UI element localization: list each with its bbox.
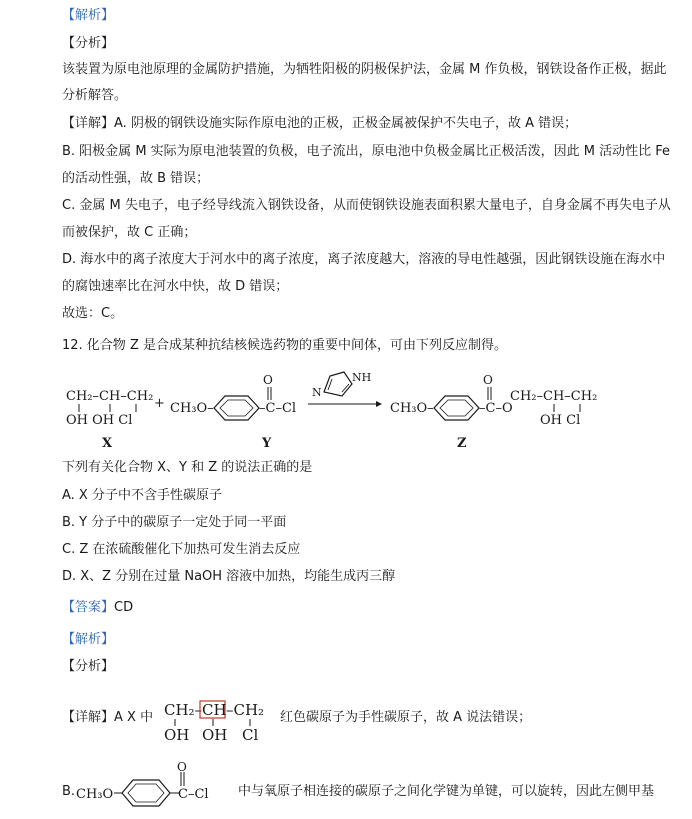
imidazole-nh: NH (352, 371, 372, 384)
question-text: 下列有关化合物 X、Y 和 Z 的说法正确的是 (62, 460, 313, 475)
y-inline-methoxy: CH₃O (76, 787, 114, 802)
z-substituents: OH Cl (540, 413, 581, 428)
answer-tag: 【答案】 (62, 600, 115, 615)
benzene-ring-y (214, 396, 259, 420)
x-label: X (102, 436, 113, 451)
paragraph-line: 该装置为原电池原理的金属防护措施，为牺牲阳极的阴极保护法，金属 M 作负极，钢铁设备作正极，据此 (62, 62, 667, 77)
y-methoxy: CH₃O– (170, 401, 214, 416)
z-carbonyl-o: O (483, 373, 493, 387)
paragraph-line: B. 阳极金属 M 实际为原电池装置的负极，电子流出，原电池中负极金属比正极活泼，因此 M 活动性比 Fe (62, 144, 671, 159)
fenxi-tag: 【分析】 (62, 659, 115, 674)
detail-a-prefix (62, 710, 153, 726)
option-d: D. X、Z 分别在过量 NaOH 溶液中加热，均能生成丙三醇 (62, 569, 396, 584)
detail-tag: 【详解】 (62, 710, 115, 725)
x-ch-chiral: CH (202, 701, 227, 719)
detail-a-line (62, 116, 577, 132)
paragraph-line: 分析解答。 (62, 88, 128, 103)
question-stem: 12. 化合物 Z 是合成某种抗结核候选药物的重要中间体，可由下列反应制得。 (62, 338, 507, 353)
detail-b-suffix: 中与氧原子相连接的碳原子之间化学键为单键，可以旋转，因此左侧甲基 (238, 784, 655, 799)
answer-value: CD (114, 600, 134, 615)
y-acyl-chloride: –C–Cl (259, 401, 297, 416)
plus-sign: + (154, 396, 165, 411)
answer-line (62, 600, 133, 616)
option-b: B. Y 分子中的碳原子一定处于同一平面 (62, 515, 287, 530)
reaction-scheme (62, 366, 642, 452)
z-chain: CH₂–CH–CH₂ (510, 389, 598, 404)
x-oh-2: OH (202, 726, 228, 744)
analysis-tag: 【解析】 (62, 632, 115, 647)
inline-y-structure (74, 762, 234, 812)
x-ch2-right: –CH₂ (226, 701, 265, 719)
detail-a-text: A. 阴极的钢铁设施实际作原电池的正极，正极金属被保护不失电子，故 A 错误； (114, 116, 578, 131)
imidazole-n: N (312, 386, 322, 399)
y-label: Y (262, 436, 272, 451)
paragraph-line: D. 海水中的离子浓度大于河水中的离子浓度，离子浓度越大，溶液的导电性越强，因此钢铁设施在海水中 (62, 252, 666, 267)
z-ester: –C–O (479, 401, 513, 416)
detail-b-prefix: B. (62, 784, 76, 799)
analysis-tag: 【解析】 (62, 8, 115, 23)
imidazole-reagent (324, 372, 352, 396)
paragraph-line: 的腐蚀速率比在河水中快，故 D 错误； (62, 279, 289, 294)
z-label: Z (457, 436, 467, 451)
detail-a-prefix-text: A X 中 (114, 710, 154, 725)
paragraph-line: 而被保护，故 C 正确； (62, 225, 197, 240)
x-cl: Cl (242, 726, 259, 744)
benzene-ring-z (434, 396, 479, 420)
inline-x-structure (162, 698, 278, 744)
paragraph-line: C. 金属 M 失电子，电子经导线流入钢铁设备，从而使钢铁设施表面积累大量电子，自身金属不再失电子从 (62, 198, 671, 213)
z-methoxy: CH₃O– (390, 401, 434, 416)
x-ch2-left: CH₂– (164, 701, 203, 719)
option-a: A. X 分子中不含手性碳原子 (62, 488, 222, 503)
x-oh-1: OH (164, 726, 190, 744)
detail-a-suffix: 红色碳原子为手性碳原子，故 A 说法错误； (280, 710, 532, 725)
paragraph-line: 的活动性强，故 B 错误； (62, 171, 210, 186)
detail-tag: 【详解】 (62, 116, 115, 131)
option-c: C. Z 在浓硫酸催化下加热可发生消去反应 (62, 542, 301, 557)
y-inline-o: O (177, 762, 187, 774)
fenxi-tag: 【分析】 (62, 36, 115, 51)
x-chain: CH₂–CH–CH₂ (66, 389, 154, 404)
y-inline-acyl: C–Cl (178, 787, 209, 802)
x-substituents: OH OH Cl (66, 413, 133, 428)
paragraph-line: 故选：C。 (62, 306, 124, 321)
y-carbonyl-o: O (263, 373, 273, 387)
benzene-ring-inline (122, 780, 170, 806)
